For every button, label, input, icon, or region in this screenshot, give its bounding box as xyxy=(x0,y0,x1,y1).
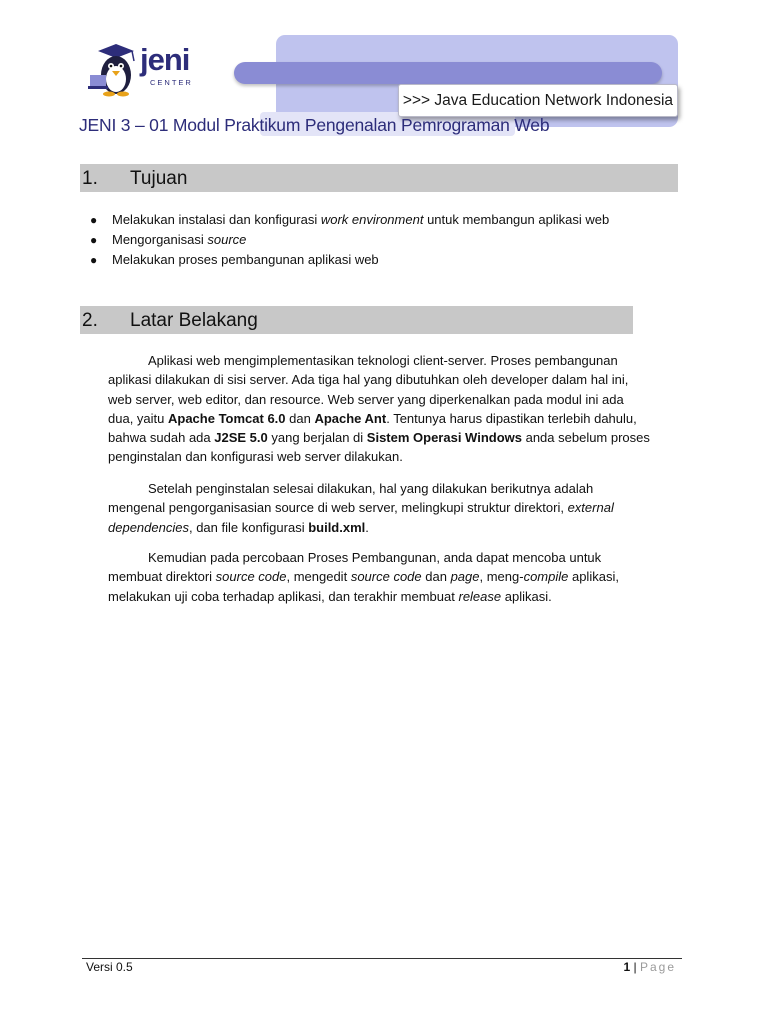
paragraph-3: Kemudian pada percobaan Proses Pembangunan, anda dapat mencoba untuk membuat direktori source code, mengedit source code dan page, meng-compile aplikasi, melakukan uji coba terhadap aplikasi, dan terakhir membuat release aplikasi. xyxy=(108,550,619,604)
section-header-tujuan xyxy=(80,164,678,192)
section-title: Latar Belakang xyxy=(130,310,258,331)
section-number: 2. xyxy=(82,310,98,331)
footer-version: Versi 0.5 xyxy=(86,960,133,974)
paragraph-2: Setelah penginstalan selesai dilakukan, hal yang dilakukan berikutnya adalah mengenal pengorganisasian source di web server, melingkupi struktur direktori, external dependencies, dan file konfigurasi build.xml. xyxy=(108,481,614,535)
document-heading: JENI 3 – 01 Modul Praktikum Pengenalan Pemrograman Web xyxy=(79,115,550,135)
header-tagline: >>> Java Education Network Indonesia xyxy=(398,84,678,117)
header-banner-bar xyxy=(234,62,662,84)
footer-rule xyxy=(82,958,682,959)
section-number: 1. xyxy=(82,168,98,189)
bullet-icon: ● xyxy=(90,253,98,267)
logo-subtitle: CENTER xyxy=(150,78,193,87)
section-header-latar-belakang xyxy=(80,306,633,334)
footer-page-number: 1 | Page xyxy=(623,960,676,974)
logo-wordmark: jeni xyxy=(140,42,190,77)
paragraph-1: Aplikasi web mengimplementasikan teknologi client-server. Proses pembangunan aplikasi dilakukan di sisi server. Ada tiga hal yang dibutuhkan oleh developer dalam hal ini, web server, web editor, dan resource. Web server yang diperkenalkan pada modul ini ada dua, yaitu Apache Tomcat 6.0 dan Apache Ant. Tentunya harus dipastikan terlebih dahulu, bahwa sudah ada J2SE 5.0 yang berjalan di Sistem Operasi Windows anda sebelum proses penginstalan dan konfigurasi web server dilakukan. xyxy=(108,353,650,465)
bullet-icon: ● xyxy=(90,213,98,227)
bullet-icon: ● xyxy=(90,233,98,247)
section-title: Tujuan xyxy=(130,168,188,189)
